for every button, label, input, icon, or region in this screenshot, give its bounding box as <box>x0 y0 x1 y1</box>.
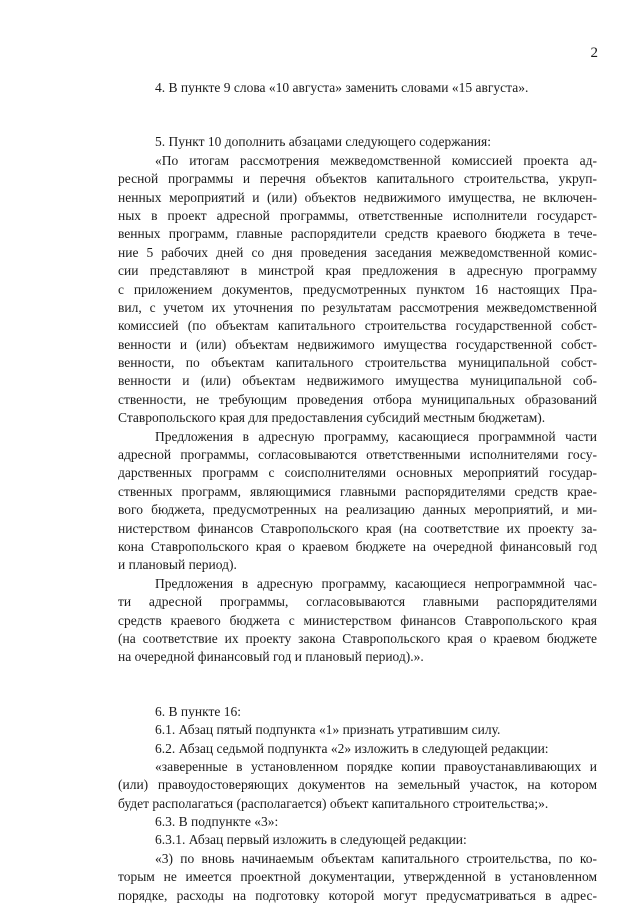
item5-line: венности и (или) объектам недвижимого имущества государственной собст- <box>118 336 597 352</box>
item5-line: вил, с учетом их уточнения по результатам рассмотрения межведомственной <box>118 299 597 315</box>
item5-line: ти адресной программы, согласовываются главными распорядителями <box>118 594 597 610</box>
item6-line: «заверенные в установленном порядке копии правоустанавливающих и <box>155 758 597 774</box>
item5-line: ресной программы и перечня объектов капитального строительства, укруп- <box>118 171 597 187</box>
item5-line: нистерством финансов Ставропольского края (на соответствие их проекту за- <box>118 520 597 536</box>
item5-line: адресной программы, согласовываются ответственными исполнителями госу- <box>118 447 597 463</box>
item4-line: 4. В пункте 9 слова «10 августа» заменить словами «15 августа». <box>155 80 529 95</box>
item6-heading: 6. В пункте 16: <box>155 703 241 719</box>
document-body <box>118 79 597 905</box>
item5-line: сии представляют в минстрой края предложения в адресную программу <box>118 263 597 279</box>
item5-line: венности, по объектам капитального строительства муниципальной собст- <box>118 355 597 371</box>
item6-line: 6.1. Абзац пятый подпункта «1» признать утратившим силу. <box>155 722 501 738</box>
item6-line: 6.3. В подпункте «3»: <box>155 814 279 830</box>
item5-line: венности и (или) объектам недвижимого имущества муниципальной соб- <box>118 373 597 389</box>
item5-line: средств краевого бюджета с министерством финансов Ставропольского края <box>118 612 597 628</box>
item6-line: «3) по вновь начинаемым объектам капитального строительства, по ко- <box>155 850 597 866</box>
item6-line: порядке, расходы на подготовку которой могут предусматриваться в адрес- <box>118 887 597 903</box>
item5-line: (на соответствие их проекту закона Ставропольского края о краевом бюджете <box>118 630 597 646</box>
item5-line: дарственных программ с соисполнителями основных мероприятий государ- <box>118 465 597 481</box>
item6-line: 6.2. Абзац седьмой подпункта «2» изложить в следующей редакции: <box>155 740 549 756</box>
item5-line: вого бюджета, предусмотренных на реализацию данных мероприятий, и ми- <box>118 502 597 518</box>
item5-line: комиссией (по объектам капитального строительства государственной собст- <box>118 318 597 334</box>
item5-line: венных программ, главные распорядители средств краевого бюджета в тече- <box>118 226 597 242</box>
item5-line: «По итогам рассмотрения межведомственной комиссией проекта ад- <box>155 152 597 168</box>
item5-line: на очередной финансовый год и плановый период).». <box>118 649 424 665</box>
item5-line: с приложением документов, предусмотренных пунктом 16 настоящих Пра- <box>118 281 597 297</box>
item6-line: будет располагаться (располагается) объект капитального строительства;». <box>118 795 549 811</box>
item6-section <box>118 703 597 905</box>
item5-line: и плановый период). <box>118 557 237 573</box>
item6-line: 6.3.1. Абзац первый изложить в следующей редакции: <box>155 832 467 848</box>
item5-line: ственности, не требующим проведения отбора муниципальных образований <box>118 391 597 407</box>
item5-line: ных в проект адресной программы, ответственные исполнители государст- <box>118 207 597 223</box>
item5-heading: 5. Пункт 10 дополнить абзацами следующего содержания: <box>155 134 491 150</box>
item5-line: кона Ставропольского края о краевом бюджете на очередной финансовый год <box>118 538 597 554</box>
item5-section <box>118 133 597 666</box>
item5-line: Предложения в адресную программу, касающиеся программной части <box>155 428 597 444</box>
item5-line: Ставропольского края для предоставления субсидий местным бюджетам). <box>118 410 546 426</box>
item6-line: (или) правоудостоверяющих документов на земельный участок, на котором <box>118 777 597 793</box>
item5-line: ненных мероприятий и (или) объектов недвижимого имущества, не включен- <box>118 189 597 205</box>
page-number: 2 <box>590 45 598 61</box>
item5-line: ние 5 рабочих дней со дня проведения заседания межведомственной комис- <box>118 244 597 260</box>
item6-line: торым не имеется проектной документации, утвержденной в установленном <box>118 869 597 885</box>
item5-line: ственных программ, являющимися главными распорядителями средств крае- <box>118 483 597 499</box>
item5-line: Предложения в адресную программу, касающиеся непрограммной час- <box>155 575 597 591</box>
